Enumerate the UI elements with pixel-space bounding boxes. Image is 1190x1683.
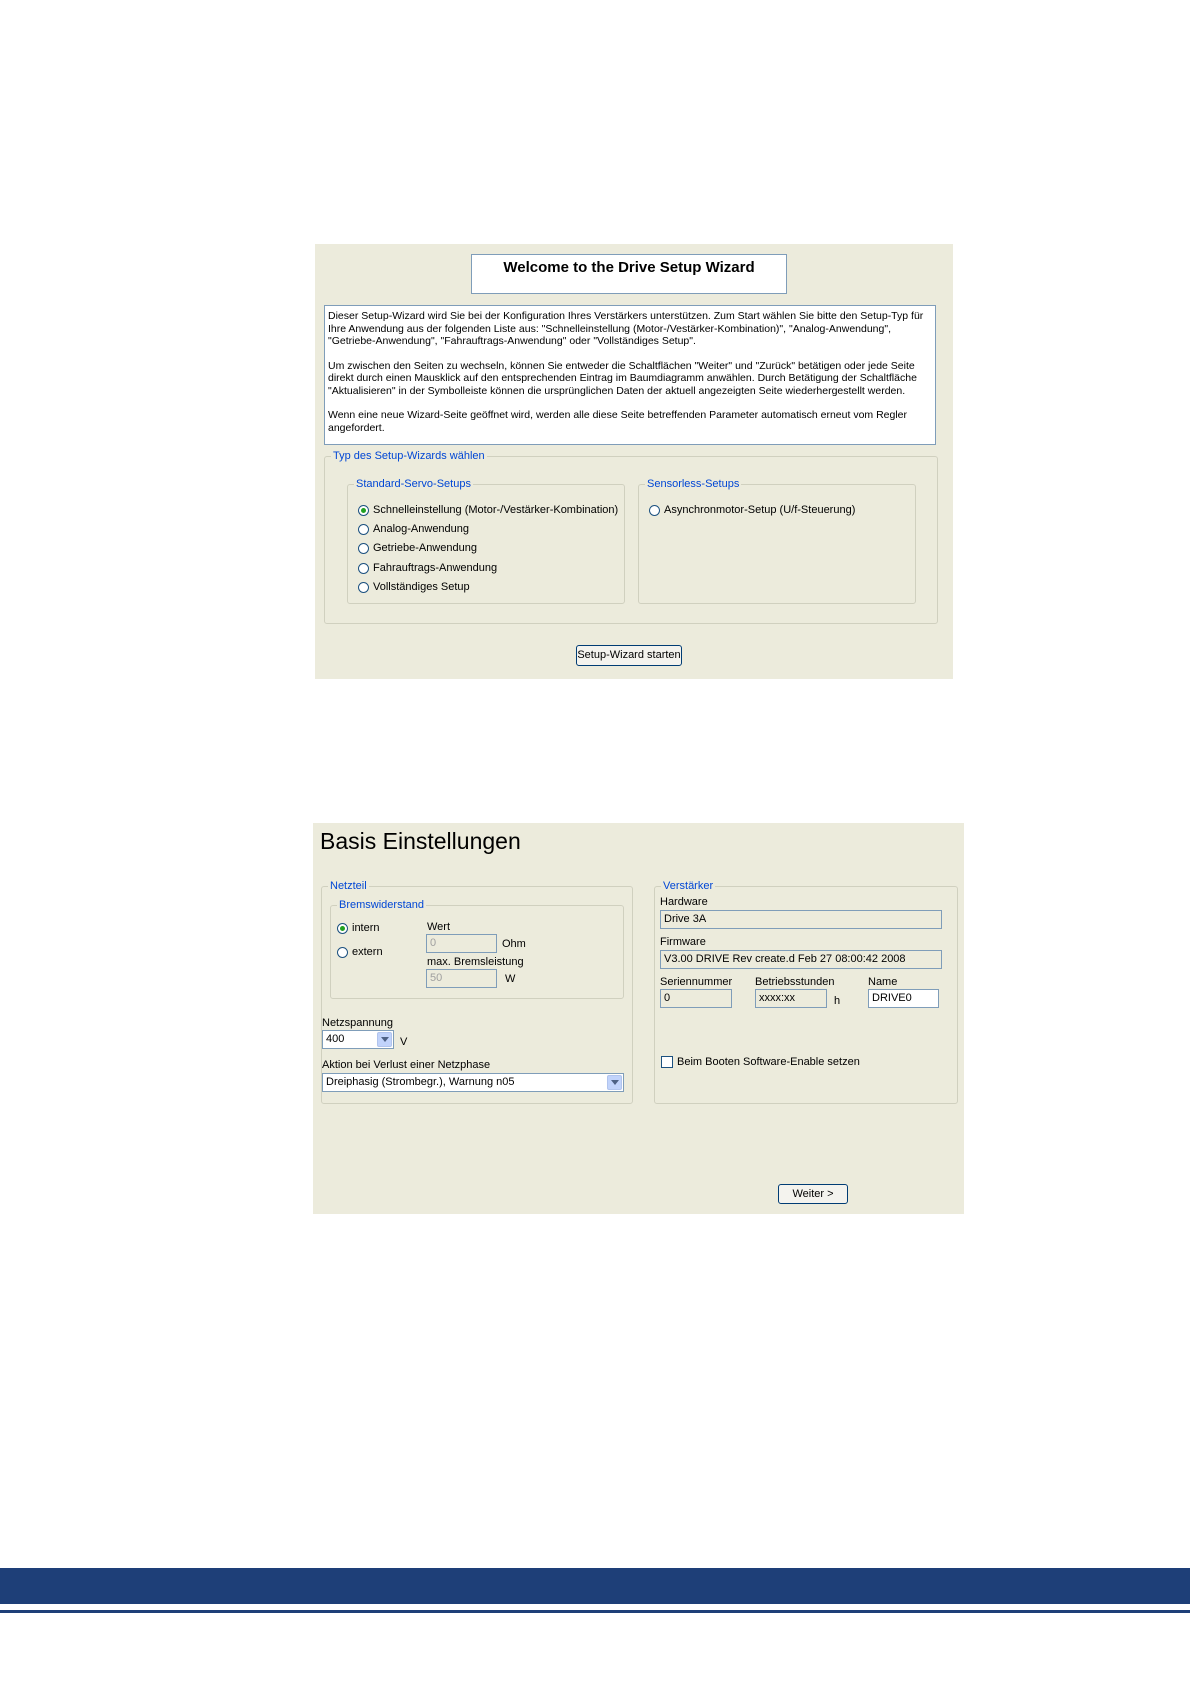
firmware-label: Firmware <box>660 936 706 948</box>
weiter-button[interactable]: Weiter > <box>778 1184 848 1204</box>
v-unit: V <box>400 1036 408 1048</box>
standard-servo-group <box>347 478 625 604</box>
radio-vollstaendig[interactable] <box>358 581 470 593</box>
radio-label: Analog-Anwendung <box>373 523 470 535</box>
radio-analog[interactable] <box>358 523 469 535</box>
aktion-label: Aktion bei Verlust einer Netzphase <box>322 1059 491 1071</box>
radio-label: Fahrauftrags-Anwendung <box>373 562 498 574</box>
seriennummer-field[interactable]: 0 <box>660 989 732 1008</box>
radio-icon[interactable] <box>358 582 369 593</box>
sensorless-group <box>638 478 916 604</box>
radio-icon[interactable] <box>358 543 369 554</box>
radio-asynchronmotor[interactable] <box>649 504 855 516</box>
radio-schnelleinstellung[interactable] <box>358 504 618 516</box>
max-bremsleistung-label: max. Bremsleistung <box>427 956 524 968</box>
wert-label: Wert <box>427 921 451 933</box>
bremswiderstand-legend: Bremswiderstand <box>339 899 424 911</box>
intro-paragraph-3: Wenn eine neue Wizard-Seite geöffnet wird, werden alle diese Seite betreffenden Parameter automatisch erneut vom Regler angefordert. <box>328 409 907 434</box>
setup-wizard-panel <box>315 244 953 679</box>
wizard-type-legend: Typ des Setup-Wizards wählen <box>333 450 485 462</box>
verstaerker-legend: Verstärker <box>663 880 714 892</box>
booten-checkbox[interactable] <box>661 1056 673 1068</box>
radio-label: Vollständiges Setup <box>373 581 470 593</box>
intro-paragraph-1: Dieser Setup-Wizard wird Sie bei der Konfiguration Ihres Verstärkers unterstützen. Zum Start wählen Sie bitte den Setup-Typ für Ihre Anwendung aus der folgenden Liste aus: "Schnelleinstellung (Motor-/Vestärker-Kombination)", "Analog-Anwendung", "Getriebe-Anwendung", "Fahrauftrags-Anwendung" oder "Vollständiges Setup". <box>328 310 924 347</box>
radio-icon[interactable] <box>358 524 369 535</box>
basis-settings-panel <box>313 823 964 1214</box>
radio-label: Getriebe-Anwendung <box>373 542 477 554</box>
name-field[interactable]: DRIVE0 <box>868 989 939 1008</box>
h-unit: h <box>834 995 841 1007</box>
max-bremsleistung-field[interactable]: 50 <box>426 969 497 988</box>
wizard-intro-text <box>324 305 936 445</box>
radio-label: Asynchronmotor-Setup (U/f-Steuerung) <box>664 504 856 516</box>
betriebsstunden-field[interactable]: xxxx:xx <box>755 989 827 1008</box>
intro-paragraph-2: Um zwischen den Seiten zu wechseln, können Sie entweder die Schaltflächen "Weiter" und "Zurück" betätigen oder jede Seite direkt durch einen Mausklick auf den entsprechenden Eintrag im Baumdiagramm anwählen. Durch Betätigung der Schaltfläche "Aktualisieren" in der Symbolleiste können die ursprünglichen Daten der aktuell angezeigten Seite wiederhergestellt werden. <box>328 359 917 397</box>
radio-label: Schnelleinstellung (Motor-/Vestärker-Kombination) <box>373 504 619 516</box>
name-label: Name <box>868 976 898 988</box>
radio-fahrauftrags[interactable] <box>358 562 497 574</box>
radio-label: intern <box>352 922 380 934</box>
verstaerker-group <box>654 880 958 1104</box>
radio-icon[interactable] <box>649 505 660 516</box>
wizard-title: Welcome to the Drive Setup Wizard <box>471 254 787 294</box>
wert-field[interactable]: 0 <box>426 934 497 953</box>
netzspannung-select[interactable] <box>322 1030 394 1049</box>
wizard-type-group <box>324 450 938 624</box>
footer-line <box>0 1610 1190 1613</box>
chevron-down-icon[interactable] <box>607 1075 622 1090</box>
radio-label: extern <box>352 946 383 958</box>
hardware-field[interactable]: Drive 3A <box>660 910 942 929</box>
standard-servo-legend: Standard-Servo-Setups <box>356 478 471 490</box>
sensorless-legend: Sensorless-Setups <box>647 478 740 490</box>
hardware-label: Hardware <box>660 896 708 908</box>
netzspannung-label: Netzspannung <box>322 1017 393 1029</box>
netzteil-group <box>321 880 633 1104</box>
firmware-field[interactable]: V3.00 DRIVE Rev create.d Feb 27 08:00:42 2008 <box>660 950 942 969</box>
page-title: Basis Einstellungen <box>320 828 521 854</box>
seriennummer-label: Seriennummer <box>660 976 733 988</box>
aktion-value: Dreiphasig (Strombegr.), Warnung n05 <box>326 1076 515 1088</box>
w-unit: W <box>505 973 516 985</box>
chevron-down-icon[interactable] <box>377 1032 392 1047</box>
radio-getriebe[interactable] <box>358 542 477 554</box>
booten-label: Beim Booten Software-Enable setzen <box>677 1056 860 1068</box>
radio-selected-icon[interactable] <box>337 923 348 934</box>
start-wizard-button[interactable]: Setup-Wizard starten <box>576 645 682 666</box>
betriebsstunden-label: Betriebsstunden <box>755 976 835 988</box>
ohm-unit: Ohm <box>502 938 526 950</box>
radio-icon[interactable] <box>337 947 348 958</box>
radio-extern[interactable] <box>337 946 383 958</box>
radio-selected-icon[interactable] <box>358 505 369 516</box>
radio-intern[interactable] <box>337 922 380 934</box>
netzspannung-value: 400 <box>326 1033 345 1045</box>
footer-band <box>0 1568 1190 1604</box>
bremswiderstand-group <box>330 899 624 999</box>
netzteil-legend: Netzteil <box>330 880 367 892</box>
radio-icon[interactable] <box>358 563 369 574</box>
aktion-select[interactable] <box>322 1073 624 1092</box>
